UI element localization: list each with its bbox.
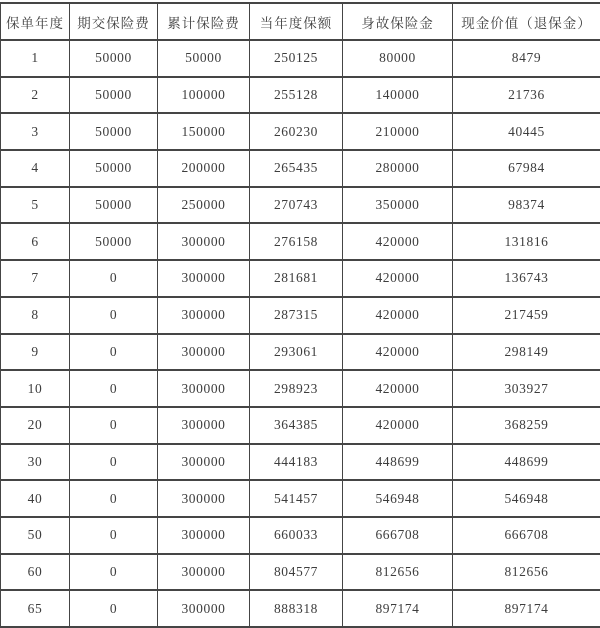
table-cell: 250000 (158, 187, 250, 224)
table-cell: 897174 (453, 590, 600, 627)
table-cell: 448699 (343, 444, 453, 481)
table-cell: 150000 (158, 113, 250, 150)
table-row (1, 407, 600, 444)
table-cell: 260230 (250, 113, 343, 150)
column-header-1: 期交保险费 (70, 3, 158, 40)
table-cell: 0 (70, 517, 158, 554)
table-cell: 300000 (158, 554, 250, 591)
table-cell: 420000 (343, 334, 453, 371)
table-row (1, 113, 600, 150)
table-cell: 0 (70, 480, 158, 517)
table-cell: 0 (70, 370, 158, 407)
table-cell: 217459 (453, 297, 600, 334)
policy-year-cell: 2 (1, 77, 70, 114)
column-header-3: 当年度保额 (250, 3, 343, 40)
table-cell: 50000 (70, 77, 158, 114)
table-cell: 420000 (343, 260, 453, 297)
table-cell: 350000 (343, 187, 453, 224)
table-cell: 280000 (343, 150, 453, 187)
table-row (1, 370, 600, 407)
table-row (1, 77, 600, 114)
table-cell: 300000 (158, 517, 250, 554)
table-cell: 448699 (453, 444, 600, 481)
column-header-0: 保单年度 (1, 3, 70, 40)
policy-year-cell: 4 (1, 150, 70, 187)
policy-year-cell: 30 (1, 444, 70, 481)
table-row (1, 260, 600, 297)
table-cell: 80000 (343, 40, 453, 77)
table-cell: 131816 (453, 223, 600, 260)
policy-year-cell: 9 (1, 334, 70, 371)
table-cell: 420000 (343, 370, 453, 407)
table-cell: 300000 (158, 480, 250, 517)
table-cell: 364385 (250, 407, 343, 444)
policy-year-cell: 65 (1, 590, 70, 627)
table-cell: 100000 (158, 77, 250, 114)
table-cell: 660033 (250, 517, 343, 554)
table-header (1, 3, 600, 40)
table-cell: 300000 (158, 590, 250, 627)
table-cell: 897174 (343, 590, 453, 627)
table-row (1, 444, 600, 481)
policy-year-cell: 5 (1, 187, 70, 224)
table-row (1, 223, 600, 260)
table-cell: 98374 (453, 187, 600, 224)
column-header-2: 累计保险费 (158, 3, 250, 40)
column-header-4: 身故保险金 (343, 3, 453, 40)
table-cell: 136743 (453, 260, 600, 297)
table-cell: 420000 (343, 407, 453, 444)
table-cell: 812656 (343, 554, 453, 591)
table-cell: 300000 (158, 260, 250, 297)
table-cell: 21736 (453, 77, 600, 114)
table-cell: 300000 (158, 297, 250, 334)
table-cell: 255128 (250, 77, 343, 114)
policy-year-cell: 1 (1, 40, 70, 77)
table-row (1, 187, 600, 224)
table-cell: 303927 (453, 370, 600, 407)
table-cell: 666708 (343, 517, 453, 554)
table-cell: 0 (70, 260, 158, 297)
table-cell: 40445 (453, 113, 600, 150)
table-cell: 300000 (158, 444, 250, 481)
table-cell: 200000 (158, 150, 250, 187)
table-cell: 50000 (70, 187, 158, 224)
table-cell: 50000 (70, 40, 158, 77)
table-cell: 281681 (250, 260, 343, 297)
table-cell: 210000 (343, 113, 453, 150)
table-cell: 0 (70, 334, 158, 371)
policy-year-cell: 50 (1, 517, 70, 554)
table-cell: 546948 (453, 480, 600, 517)
table-cell: 50000 (70, 150, 158, 187)
policy-year-cell: 6 (1, 223, 70, 260)
table-row (1, 150, 600, 187)
table-row (1, 590, 600, 627)
table-cell: 420000 (343, 297, 453, 334)
table-cell: 270743 (250, 187, 343, 224)
table-cell: 444183 (250, 444, 343, 481)
table-cell: 0 (70, 444, 158, 481)
table-cell: 287315 (250, 297, 343, 334)
table-cell: 250125 (250, 40, 343, 77)
table-cell: 50000 (70, 223, 158, 260)
table-cell: 420000 (343, 223, 453, 260)
table-row (1, 40, 600, 77)
table-cell: 541457 (250, 480, 343, 517)
table-cell: 0 (70, 297, 158, 334)
table-cell: 276158 (250, 223, 343, 260)
table-cell: 0 (70, 554, 158, 591)
table-cell: 0 (70, 407, 158, 444)
policy-year-cell: 3 (1, 113, 70, 150)
table-cell: 546948 (343, 480, 453, 517)
table-cell: 888318 (250, 590, 343, 627)
table-row (1, 297, 600, 334)
table-cell: 298149 (453, 334, 600, 371)
table-cell: 666708 (453, 517, 600, 554)
table-row (1, 334, 600, 371)
policy-year-cell: 8 (1, 297, 70, 334)
table-cell: 8479 (453, 40, 600, 77)
table-cell: 300000 (158, 370, 250, 407)
table-cell: 67984 (453, 150, 600, 187)
table-cell: 300000 (158, 334, 250, 371)
table-cell: 293061 (250, 334, 343, 371)
table-body (1, 40, 600, 627)
table-cell: 0 (70, 590, 158, 627)
table-header-row (1, 3, 600, 40)
table-cell: 300000 (158, 223, 250, 260)
table-cell: 300000 (158, 407, 250, 444)
table-cell: 368259 (453, 407, 600, 444)
policy-year-cell: 40 (1, 480, 70, 517)
table-row (1, 480, 600, 517)
table-cell: 812656 (453, 554, 600, 591)
table-cell: 50000 (158, 40, 250, 77)
table-cell: 804577 (250, 554, 343, 591)
table-cell: 50000 (70, 113, 158, 150)
policy-year-cell: 7 (1, 260, 70, 297)
table-row (1, 517, 600, 554)
table-cell: 140000 (343, 77, 453, 114)
policy-year-cell: 20 (1, 407, 70, 444)
table-cell: 298923 (250, 370, 343, 407)
table-row (1, 554, 600, 591)
table-cell: 265435 (250, 150, 343, 187)
column-header-5: 现金价值（退保金） (453, 3, 600, 40)
policy-year-cell: 60 (1, 554, 70, 591)
policy-year-cell: 10 (1, 370, 70, 407)
insurance-benefit-table (0, 2, 600, 628)
